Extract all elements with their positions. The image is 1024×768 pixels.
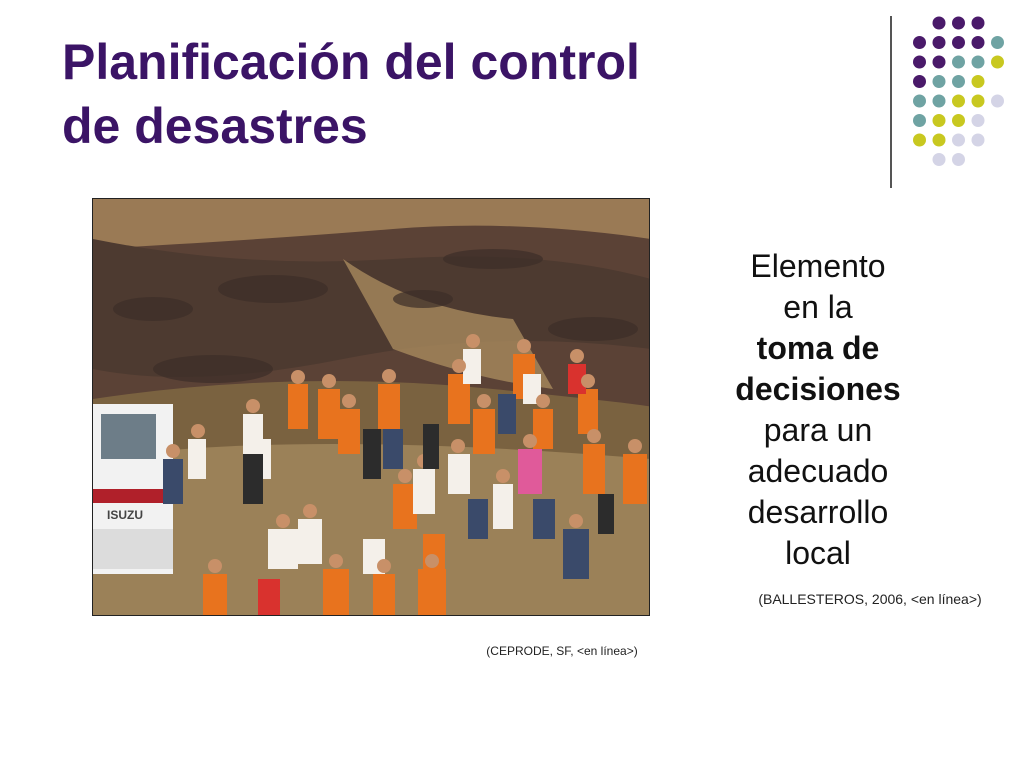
side-text-bold-line: toma de [756,330,880,366]
decorative-dot [933,56,946,69]
side-text-line: en la [783,289,853,325]
decorative-dot [952,75,965,88]
side-text-block [712,246,924,574]
decorative-dot [913,36,926,49]
decorative-dot [991,56,1004,69]
decorative-dot [972,75,985,88]
photo-citation: (CEPRODE, SF, <en línea>) [486,644,638,658]
decorative-dot [991,36,1004,49]
side-text-line: desarrollo [747,494,889,530]
decorative-dot [972,17,985,30]
decorative-dot [972,114,985,127]
side-text-line: Elemento [750,248,886,284]
decorative-dot [933,134,946,147]
decorative-dot [972,134,985,147]
decorative-dot [913,114,926,127]
decorative-dot [913,134,926,147]
title-line-2: de desastres [62,98,368,154]
truck [93,404,173,574]
side-citation: (BALLESTEROS, 2006, <en línea>) [758,591,982,607]
decorative-dot [991,95,1004,108]
side-text-line: para un [763,412,873,448]
side-text-line: adecuado [747,453,889,489]
decorative-dot [972,95,985,108]
decorative-dot [933,114,946,127]
decorative-dot [952,153,965,166]
side-text-bold-line: decisiones [735,371,901,407]
decorative-dot [933,153,946,166]
vertical-divider [890,16,892,188]
decorative-dot [952,36,965,49]
decorative-dot [933,36,946,49]
decorative-dot [933,75,946,88]
decorative-dot [913,95,926,108]
decorative-dot [933,95,946,108]
decorative-dot [913,56,926,69]
decorative-dot [952,56,965,69]
disaster-team-photo [92,198,650,616]
decorative-dot [952,134,965,147]
decorative-dot [952,95,965,108]
slide-title [62,30,762,158]
side-text-line: local [785,535,851,571]
title-line-1: Planificación del control [62,34,640,90]
decorative-dot [952,17,965,30]
decorative-dot [972,56,985,69]
decorative-dot [972,36,985,49]
decorative-dot [952,114,965,127]
decorative-dot [933,17,946,30]
decorative-dot [913,75,926,88]
svg-text:ISUZU: ISUZU [107,508,143,522]
